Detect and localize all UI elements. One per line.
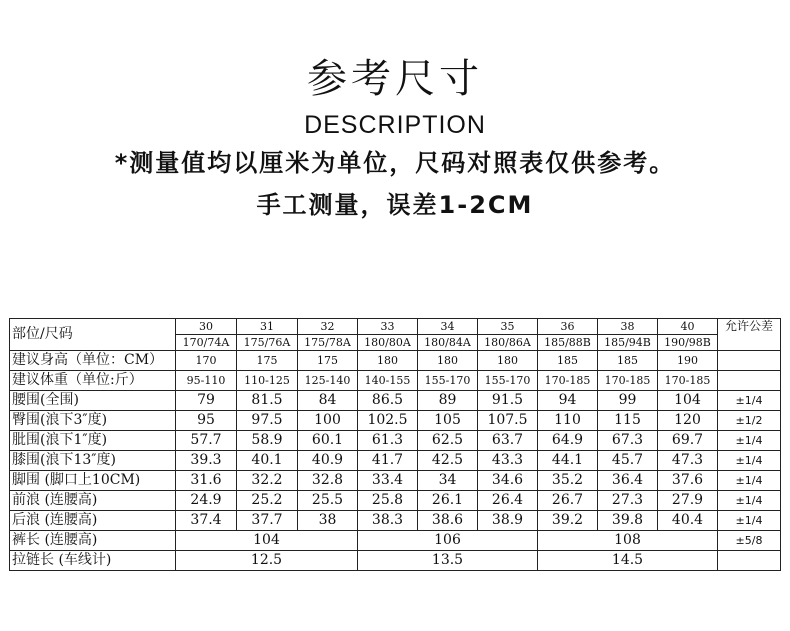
size-cell: 36: [538, 319, 598, 335]
value-cell: 37.4: [176, 511, 237, 531]
value-cell: 140-155: [358, 371, 418, 391]
value-cell: 110: [538, 411, 598, 431]
value-cell: 180: [358, 351, 418, 371]
value-cell: 38: [298, 511, 358, 531]
value-cell: 43.3: [478, 451, 538, 471]
value-cell: 64.9: [538, 431, 598, 451]
tolerance-cell: ±1/4: [718, 471, 781, 491]
merged-measurement-row: [10, 531, 781, 551]
value-cell: 31.6: [176, 471, 237, 491]
measurement-row: [10, 391, 781, 411]
size-code-cell: 170/74A: [176, 335, 237, 351]
measurement-row: [10, 471, 781, 491]
tolerance-cell: ±1/4: [718, 491, 781, 511]
value-cell: 40.4: [658, 511, 718, 531]
merged-measurement-row: [10, 551, 781, 571]
size-cell: 32: [298, 319, 358, 335]
row-label: 建议体重（单位:斤）: [10, 371, 176, 391]
row-label: 后浪 (连腰高): [10, 511, 176, 531]
value-cell: 180: [478, 351, 538, 371]
size-cell: 30: [176, 319, 237, 335]
value-cell: 185: [598, 351, 658, 371]
value-cell: 39.2: [538, 511, 598, 531]
value-cell: 39.8: [598, 511, 658, 531]
value-cell: 69.7: [658, 431, 718, 451]
size-code-cell: 185/94B: [598, 335, 658, 351]
tolerance-cell: [718, 551, 781, 571]
row-label: 膝围(浪下13″度): [10, 451, 176, 471]
value-cell: 170-185: [598, 371, 658, 391]
value-cell: 110-125: [237, 371, 298, 391]
tolerance-cell: ±1/4: [718, 391, 781, 411]
merged-value-cell: 12.5: [176, 551, 358, 571]
value-cell: 170: [176, 351, 237, 371]
measurement-note: *测量值均以厘米为单位，尺码对照表仅供参考。: [114, 149, 676, 177]
row-label: 建议身高（单位：CM）: [10, 351, 176, 371]
size-cell: 38: [598, 319, 658, 335]
row-label: 肶围(浪下1″度): [10, 431, 176, 451]
value-cell: 34: [418, 471, 478, 491]
value-cell: 155-170: [478, 371, 538, 391]
tolerance-header: 允许公差: [718, 319, 781, 351]
value-cell: 32.2: [237, 471, 298, 491]
page-title: 参考尺寸: [307, 56, 483, 102]
value-cell: 45.7: [598, 451, 658, 471]
value-cell: 32.8: [298, 471, 358, 491]
value-cell: 34.6: [478, 471, 538, 491]
size-code-cell: 185/88B: [538, 335, 598, 351]
size-cell: 31: [237, 319, 298, 335]
value-cell: 62.5: [418, 431, 478, 451]
measurement-row: [10, 451, 781, 471]
value-cell: 180: [418, 351, 478, 371]
merged-value-cell: 13.5: [358, 551, 538, 571]
value-cell: 81.5: [237, 391, 298, 411]
size-cell: 33: [358, 319, 418, 335]
row-label: 脚围 (脚口上10CM): [10, 471, 176, 491]
row-label: 臀围(浪下3″度): [10, 411, 176, 431]
value-cell: 99: [598, 391, 658, 411]
value-cell: 44.1: [538, 451, 598, 471]
value-cell: 26.7: [538, 491, 598, 511]
row-label: 前浪 (连腰高): [10, 491, 176, 511]
value-cell: 26.4: [478, 491, 538, 511]
size-code-cell: 180/86A: [478, 335, 538, 351]
value-cell: 37.7: [237, 511, 298, 531]
value-cell: 57.7: [176, 431, 237, 451]
value-cell: 89: [418, 391, 478, 411]
value-cell: 25.8: [358, 491, 418, 511]
value-cell: 95: [176, 411, 237, 431]
value-cell: 94: [538, 391, 598, 411]
tolerance-cell: ±5/8: [718, 531, 781, 551]
size-code-cell: 175/76A: [237, 335, 298, 351]
tolerance-cell: ±1/2: [718, 411, 781, 431]
size-cell: 40: [658, 319, 718, 335]
value-cell: 38.3: [358, 511, 418, 531]
value-cell: 63.7: [478, 431, 538, 451]
value-cell: 27.3: [598, 491, 658, 511]
value-cell: 40.9: [298, 451, 358, 471]
value-cell: 155-170: [418, 371, 478, 391]
value-cell: 61.3: [358, 431, 418, 451]
value-cell: 67.3: [598, 431, 658, 451]
value-cell: 60.1: [298, 431, 358, 451]
value-cell: 26.1: [418, 491, 478, 511]
value-cell: 86.5: [358, 391, 418, 411]
value-cell: 79: [176, 391, 237, 411]
size-header-row: [10, 319, 781, 335]
value-cell: 27.9: [658, 491, 718, 511]
page-subtitle: DESCRIPTION: [304, 111, 486, 139]
value-cell: 42.5: [418, 451, 478, 471]
value-cell: 115: [598, 411, 658, 431]
row-label: 拉链长 (车线计): [10, 551, 176, 571]
value-cell: 40.1: [237, 451, 298, 471]
value-cell: 170-185: [658, 371, 718, 391]
size-cell: 35: [478, 319, 538, 335]
value-cell: 25.5: [298, 491, 358, 511]
measurement-row: [10, 511, 781, 531]
value-cell: 185: [538, 351, 598, 371]
value-cell: 41.7: [358, 451, 418, 471]
value-cell: 24.9: [176, 491, 237, 511]
value-cell: 125-140: [298, 371, 358, 391]
tolerance-cell: ±1/4: [718, 511, 781, 531]
value-cell: 37.6: [658, 471, 718, 491]
tolerance-cell: ±1/4: [718, 431, 781, 451]
value-cell: 58.9: [237, 431, 298, 451]
value-cell: 47.3: [658, 451, 718, 471]
size-cell: 34: [418, 319, 478, 335]
corner-label: 部位/尺码: [10, 319, 176, 351]
measurement-row: [10, 491, 781, 511]
row-label: 裤长 (连腰高): [10, 531, 176, 551]
value-cell: 38.6: [418, 511, 478, 531]
value-cell: 91.5: [478, 391, 538, 411]
value-cell: 175: [237, 351, 298, 371]
value-cell: 35.2: [538, 471, 598, 491]
value-cell: 39.3: [176, 451, 237, 471]
value-cell: 170-185: [538, 371, 598, 391]
value-cell: 102.5: [358, 411, 418, 431]
value-cell: 97.5: [237, 411, 298, 431]
value-cell: 84: [298, 391, 358, 411]
value-cell: 175: [298, 351, 358, 371]
value-cell: 190: [658, 351, 718, 371]
value-cell: 105: [418, 411, 478, 431]
tolerance-cell: [718, 371, 781, 391]
size-code-cell: 190/98B: [658, 335, 718, 351]
merged-value-cell: 106: [358, 531, 538, 551]
row-label: 腰围(全围): [10, 391, 176, 411]
measurement-row: [10, 371, 781, 391]
tolerance-cell: [718, 351, 781, 371]
measurement-row: [10, 411, 781, 431]
tolerance-cell: ±1/4: [718, 451, 781, 471]
value-cell: 107.5: [478, 411, 538, 431]
value-cell: 104: [658, 391, 718, 411]
value-cell: 25.2: [237, 491, 298, 511]
value-cell: 100: [298, 411, 358, 431]
merged-value-cell: 14.5: [538, 551, 718, 571]
value-cell: 120: [658, 411, 718, 431]
size-chart-table: [9, 318, 781, 571]
value-cell: 33.4: [358, 471, 418, 491]
measurement-row: [10, 431, 781, 451]
merged-value-cell: 104: [176, 531, 358, 551]
size-code-cell: 180/80A: [358, 335, 418, 351]
size-code-cell: 180/84A: [418, 335, 478, 351]
value-cell: 38.9: [478, 511, 538, 531]
error-note: 手工测量，误差1-2CM: [256, 191, 534, 219]
size-code-cell: 175/78A: [298, 335, 358, 351]
merged-value-cell: 108: [538, 531, 718, 551]
value-cell: 95-110: [176, 371, 237, 391]
value-cell: 36.4: [598, 471, 658, 491]
measurement-row: [10, 351, 781, 371]
